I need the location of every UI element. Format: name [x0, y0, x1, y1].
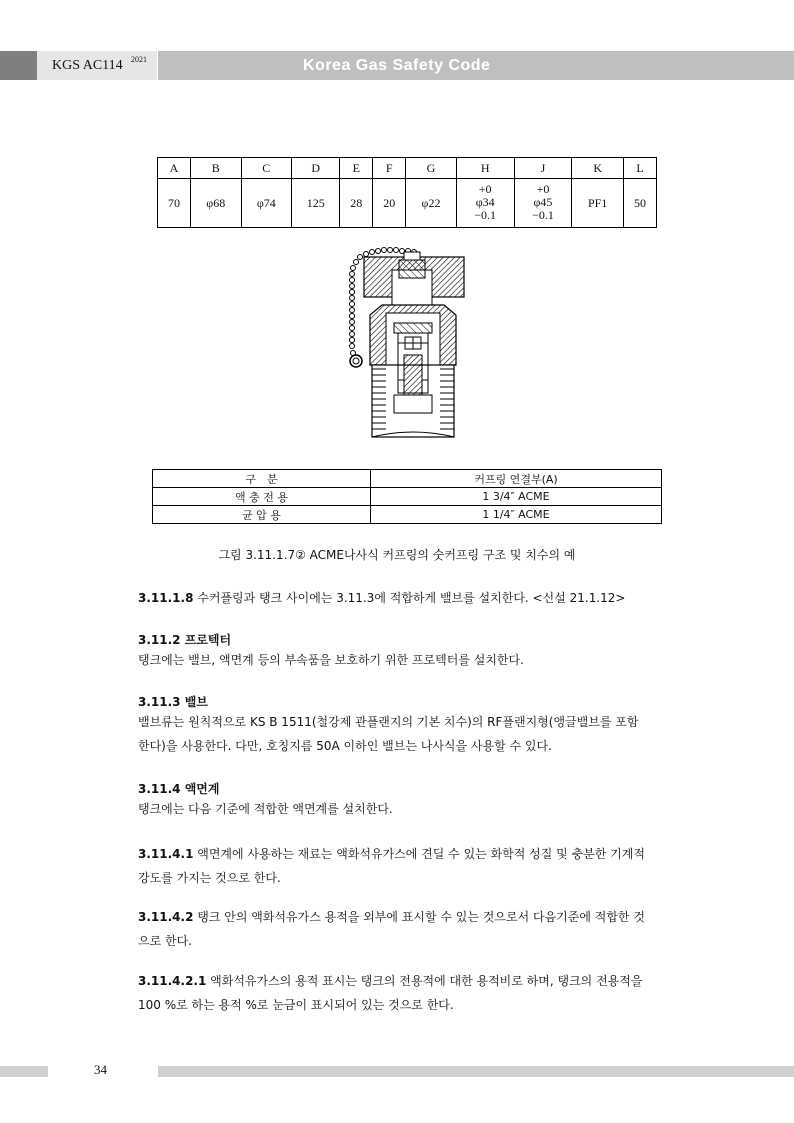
dim-header: D — [292, 158, 340, 179]
body-line: 강도를 가지는 것으로 한다. — [138, 871, 281, 885]
body-line: 100 %로 하는 용적 %로 눈금이 표시되어 있는 것으로 한다. — [138, 998, 454, 1012]
dim-value: 50 — [623, 179, 656, 228]
dimension-header-row — [158, 158, 657, 179]
dim-header: L — [623, 158, 656, 179]
section-text: 액면계에 사용하는 재료는 액화석유가스에 견딜 수 있는 화학적 성질 및 충분한 기계적 — [193, 847, 645, 861]
section-text: 수커플링과 탱크 사이에는 3.11.3에 적합하게 밸브를 설치한다. <신설 21.1.12> — [193, 591, 626, 605]
heading-3-11-4: 3.11.4 액면계 — [138, 782, 220, 796]
dim-header: B — [190, 158, 241, 179]
dimension-value-row — [158, 179, 657, 228]
tol-plus: +0 — [536, 182, 550, 196]
header-accent-bar — [0, 51, 37, 80]
dim-header: J — [514, 158, 572, 179]
dim-value: 70 — [158, 179, 191, 228]
section-number: 3.11.4.2.1 — [138, 974, 207, 988]
dim-header: K — [572, 158, 624, 179]
dim-value-h — [456, 179, 514, 228]
section-number: 3.11.4.2 — [138, 910, 194, 924]
coupling-header-category: 구 분 — [153, 470, 371, 488]
tol-minus: −0.1 — [474, 208, 497, 222]
figure-caption: 그림 3.11.1.7② ACME나사식 커프링의 숫커프링 구조 및 치수의 예 — [218, 548, 576, 562]
section-number: 3.11.1.8 — [138, 591, 194, 605]
dim-value: 28 — [340, 179, 373, 228]
tol-minus: −0.1 — [532, 208, 554, 222]
section-3-11-4-2-1 — [138, 969, 664, 1017]
section-3-11-3-body — [138, 710, 664, 758]
section-text: 탱크 안의 액화석유가스 용적을 외부에 표시할 수 있는 것으로서 다음기준에 적합한 것 — [193, 910, 645, 924]
tolerance-h — [474, 183, 496, 222]
footer-left-bar — [0, 1066, 48, 1077]
dim-header: H — [456, 158, 514, 179]
coupling-connection: 1 3/4″ ACME — [371, 488, 662, 506]
dim-header: E — [340, 158, 373, 179]
page-number: 34 — [94, 1062, 107, 1077]
tolerance-j — [532, 183, 554, 222]
body-line: 한다)을 사용한다. 다만, 호칭지름 50A 이하인 밸브는 나사식을 사용할 수 있다. — [138, 739, 552, 753]
header-title: Korea Gas Safety Code — [303, 57, 491, 74]
coupling-header-connection: 커프링 연결부(A) — [371, 470, 662, 488]
section-3-11-4-body — [138, 797, 664, 821]
section-3-11-4-2 — [138, 905, 664, 953]
dim-value: φ68 — [190, 179, 241, 228]
dim-header: A — [158, 158, 191, 179]
document-code: KGS AC114 — [52, 58, 123, 73]
tol-plus: +0 — [478, 182, 492, 196]
header-title-bar — [158, 51, 794, 80]
coupling-cross-section-drawing — [342, 245, 472, 445]
dim-header: C — [241, 158, 292, 179]
tol-nominal: φ45 — [533, 195, 553, 209]
section-3-11-4-1 — [138, 842, 664, 890]
document-year: 2021 — [131, 55, 147, 64]
heading-3-11-2: 3.11.2 프로텍터 — [138, 633, 232, 647]
body-line: 으로 한다. — [138, 934, 192, 948]
section-text: 액화석유가스의 용적 표시는 탱크의 전용적에 대한 용적비로 하며, 탱크의 전용적을 — [206, 974, 643, 988]
section-3-11-2-body — [138, 648, 664, 672]
section-number: 3.11.4.1 — [138, 847, 194, 861]
footer-right-bar — [158, 1066, 794, 1077]
coupling-connection-table — [152, 469, 662, 524]
coupling-header-row — [153, 470, 662, 488]
dim-value: PF1 — [572, 179, 624, 228]
coupling-row — [153, 506, 662, 524]
dim-header: G — [406, 158, 457, 179]
coupling-connection: 1 1/4″ ACME — [371, 506, 662, 524]
coupling-category: 액 충 전 용 — [153, 488, 371, 506]
dim-header: F — [373, 158, 406, 179]
dimension-table — [157, 157, 657, 228]
dim-value: 20 — [373, 179, 406, 228]
dim-value: φ74 — [241, 179, 292, 228]
cap — [364, 252, 464, 305]
tol-nominal: φ34 — [475, 195, 495, 209]
coupling-row — [153, 488, 662, 506]
section-3-11-1-8 — [138, 586, 664, 610]
heading-3-11-3: 3.11.3 밸브 — [138, 695, 208, 709]
dim-value-j — [514, 179, 572, 228]
coupling-category: 균 압 용 — [153, 506, 371, 524]
dim-value: 125 — [292, 179, 340, 228]
body-line: 밸브류는 원칙적으로 KS B 1511(철강제 관플랜지의 기본 치수)의 RF플랜지형(앵글밸브를 포함 — [138, 715, 639, 729]
dim-value: φ22 — [406, 179, 457, 228]
body-line: 탱크에는 다음 기준에 적합한 액면계를 설치한다. — [138, 802, 393, 816]
header-code-box — [37, 51, 157, 80]
body-line: 탱크에는 밸브, 액면계 등의 부속품을 보호하기 위한 프로텍터를 설치한다. — [138, 653, 524, 667]
